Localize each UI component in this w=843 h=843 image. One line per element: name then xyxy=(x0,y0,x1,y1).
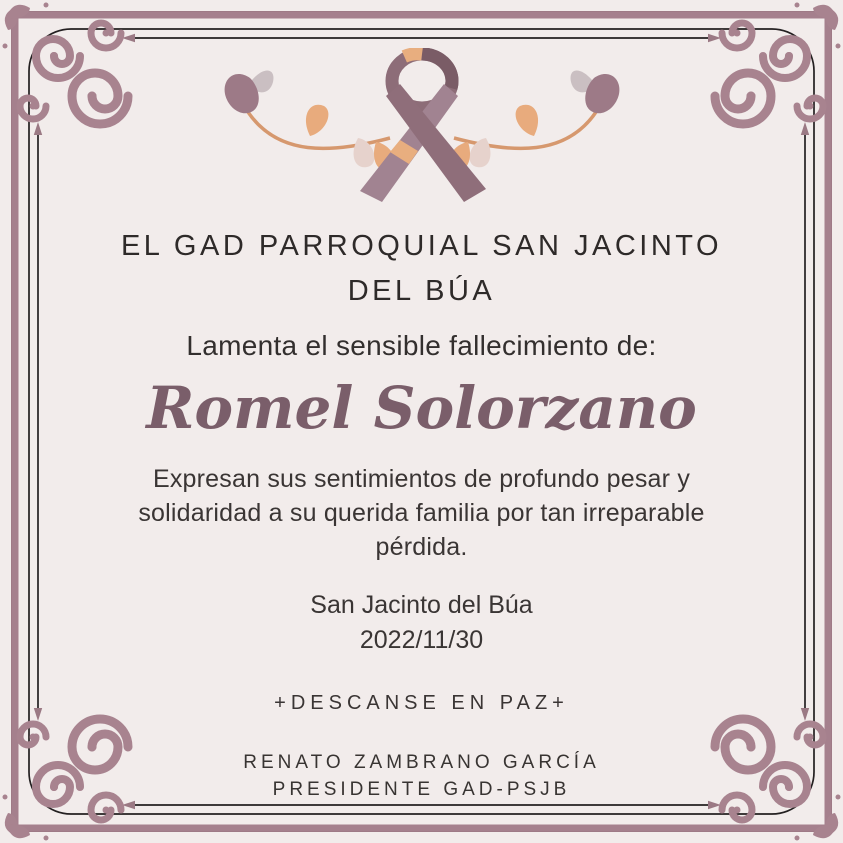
floral-vine-icon-right xyxy=(449,70,619,170)
signatory-block xyxy=(0,749,843,803)
mourning-ribbon-icon xyxy=(360,54,486,202)
header-decoration xyxy=(212,48,632,210)
condolence-message xyxy=(0,462,843,564)
floral-vine-icon-left xyxy=(225,70,395,170)
deceased-name: Romel Solorzano xyxy=(146,374,697,442)
announcement-text: Lamenta el sensible fallecimiento de: xyxy=(186,330,657,361)
place-name: San Jacinto del Búa xyxy=(310,591,533,619)
signatory-name: RENATO ZAMBRANO GARCÍA xyxy=(243,752,600,773)
date: 2022/11/30 xyxy=(359,626,484,654)
condolence-line1: Expresan sus sentimientos de profundo pesar y xyxy=(152,465,691,493)
organization-line1: EL GAD PARROQUIAL SAN JACINTO xyxy=(120,230,723,262)
organization-line2: DEL BÚA xyxy=(347,275,496,307)
corner-flourish-icon-top-right xyxy=(715,3,841,125)
condolence-line3: pérdida. xyxy=(375,533,468,561)
condolence-line2: solidaridad a su querida familia por tan irreparable xyxy=(138,499,705,527)
signatory-title: PRESIDENTE GAD-PSJB xyxy=(272,779,571,800)
rest-in-peace-text: +DESCANSE EN PAZ+ xyxy=(274,692,569,714)
corner-flourish-icon-top-left xyxy=(3,3,129,125)
organization-name xyxy=(0,224,843,314)
place-and-date xyxy=(0,588,843,658)
